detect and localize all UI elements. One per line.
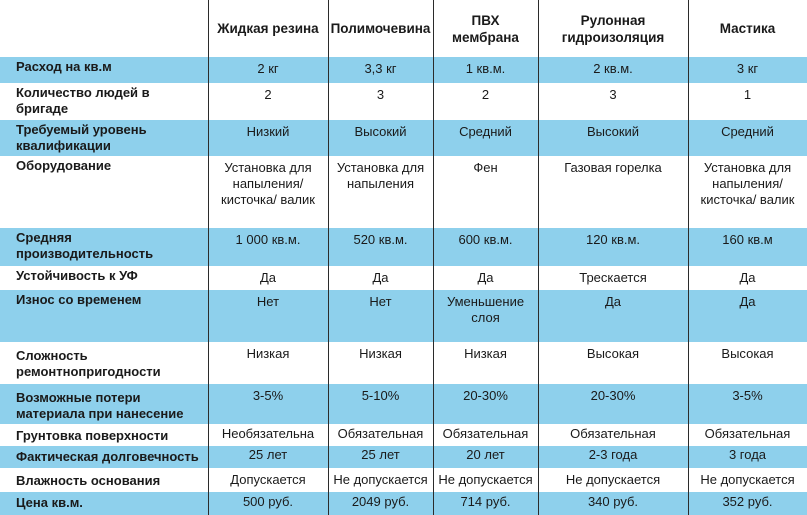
table-cell: Газовая горелка xyxy=(564,160,662,175)
column-divider xyxy=(328,0,329,515)
column-header-liquid-rubber: Жидкая резина xyxy=(217,21,319,36)
table-cell: Да xyxy=(604,294,622,309)
table-cell: Обязательная xyxy=(570,426,656,441)
row-label: Цена кв.м. xyxy=(16,495,83,510)
row-label: Устойчивость к УФ xyxy=(16,268,138,283)
table-cell: 25 лет xyxy=(248,447,288,462)
table-cell: 2 кв.м. xyxy=(593,61,633,76)
row-label: Средняя производительность xyxy=(16,230,154,261)
table-cell: 3 xyxy=(376,87,385,102)
table-cell: Низкий xyxy=(246,124,290,139)
table-cell: 5-10% xyxy=(361,388,400,403)
table-row xyxy=(0,228,807,266)
table-cell: 714 руб. xyxy=(460,494,511,509)
column-divider xyxy=(688,0,689,515)
header-row xyxy=(0,0,807,57)
row-label: Расход на кв.м xyxy=(16,59,112,74)
table-cell: Нет xyxy=(369,294,392,309)
table-cell: Нет xyxy=(256,294,280,309)
table-cell: Трескается xyxy=(579,270,647,285)
table-cell: 600 кв.м. xyxy=(458,232,513,247)
column-divider xyxy=(433,0,434,515)
table-cell: 2 xyxy=(264,87,272,102)
table-cell: 20-30% xyxy=(463,388,508,403)
table-row xyxy=(0,384,807,424)
table-row xyxy=(0,83,807,120)
table-row xyxy=(0,492,807,515)
table-cell: Установка для напыления/ кисточка/ валик xyxy=(700,160,795,207)
table-cell: Да xyxy=(259,270,277,285)
table-cell: 2 xyxy=(481,87,490,102)
table-cell: 2-3 года xyxy=(588,447,638,462)
table-cell: 3 кг xyxy=(736,61,759,76)
table-cell: Да xyxy=(477,270,494,285)
table-row xyxy=(0,446,807,468)
table-cell: Обязательная xyxy=(442,426,529,441)
table-cell: Высокий xyxy=(354,124,407,139)
table-row xyxy=(0,57,807,83)
column-divider xyxy=(538,0,539,515)
table-cell: 160 кв.м xyxy=(722,232,773,247)
table-cell: Низкая xyxy=(464,346,507,361)
table-cell: Да xyxy=(739,294,756,309)
table-cell: 20-30% xyxy=(590,388,636,403)
table-cell: Высокий xyxy=(586,124,640,139)
row-label: Возможные потери материала при нанесение xyxy=(16,390,184,421)
table-cell: Средний xyxy=(721,124,774,139)
table-row xyxy=(0,266,807,290)
table-cell: Да xyxy=(372,270,389,285)
table-row xyxy=(0,290,807,342)
table-cell: 500 руб. xyxy=(242,494,294,509)
table-cell: 3 года xyxy=(728,447,767,462)
table-cell: Допускается xyxy=(230,472,306,487)
table-cell: 25 лет xyxy=(361,447,400,462)
table-cell: 3,3 кг xyxy=(364,61,397,76)
table-cell: Обязательная xyxy=(337,426,424,441)
table-cell: Установка для напыления xyxy=(336,160,425,191)
table-cell: Фен xyxy=(473,160,498,175)
table-row xyxy=(0,468,807,492)
table-cell: 2 кг xyxy=(257,61,279,76)
table-cell: 20 лет xyxy=(466,447,505,462)
column-header-mastic: Мастика xyxy=(719,21,776,36)
table-cell: 2049 руб. xyxy=(351,494,410,509)
table-cell: 3-5% xyxy=(252,388,284,403)
table-row xyxy=(0,342,807,384)
column-header-roll-waterproofing: Рулонная гидроизоляция xyxy=(561,12,665,45)
table-cell: Уменьшение слоя xyxy=(446,294,525,325)
table-cell: Высокая xyxy=(721,346,774,361)
table-cell: 3 xyxy=(609,87,617,102)
row-label: Влажность основания xyxy=(16,473,161,488)
table-cell: 120 кв.м. xyxy=(585,232,641,247)
table-cell: Да xyxy=(739,270,756,285)
table-cell: Не допускается xyxy=(438,472,533,487)
row-label: Оборудование xyxy=(16,158,112,173)
table-row xyxy=(0,424,807,446)
table-cell: Высокая xyxy=(586,346,640,361)
table-cell: 352 руб. xyxy=(722,494,773,509)
column-header-pvc-membrane: ПВХ мембрана xyxy=(452,12,519,45)
table-cell: Не допускается xyxy=(565,472,661,487)
table-cell: Средний xyxy=(459,124,512,139)
row-label: Грунтовка поверхности xyxy=(16,428,169,443)
row-label: Фактическая долговечность xyxy=(16,449,199,464)
table-cell: Не допускается xyxy=(333,472,428,487)
row-label: Требуемый уровень квалификации xyxy=(16,122,147,153)
row-label: Сложность ремонтнопригодности xyxy=(16,348,161,379)
table-cell: Низкая xyxy=(359,346,402,361)
column-header-polyurea: Полимочевина xyxy=(330,21,431,36)
table-cell: Низкая xyxy=(246,346,290,361)
table-cell: Обязательная xyxy=(704,426,791,441)
table-row xyxy=(0,156,807,228)
table-cell: Не допускается xyxy=(700,472,795,487)
table-cell: 340 руб. xyxy=(587,494,639,509)
table-cell: Установка для напыления/ кисточка/ валик xyxy=(221,160,315,207)
row-label: Износ со временем xyxy=(16,292,142,307)
table-cell: 520 кв.м. xyxy=(353,232,408,247)
row-label: Количество людей в бригаде xyxy=(16,85,150,116)
table-cell: 1 xyxy=(743,87,752,102)
table-cell: 1 кв.м. xyxy=(465,61,506,76)
column-divider xyxy=(208,0,209,515)
table-cell: Необязательна xyxy=(221,426,315,441)
table-cell: 3-5% xyxy=(732,388,763,403)
table-row xyxy=(0,120,807,156)
table-cell: 1 000 кв.м. xyxy=(235,232,301,247)
